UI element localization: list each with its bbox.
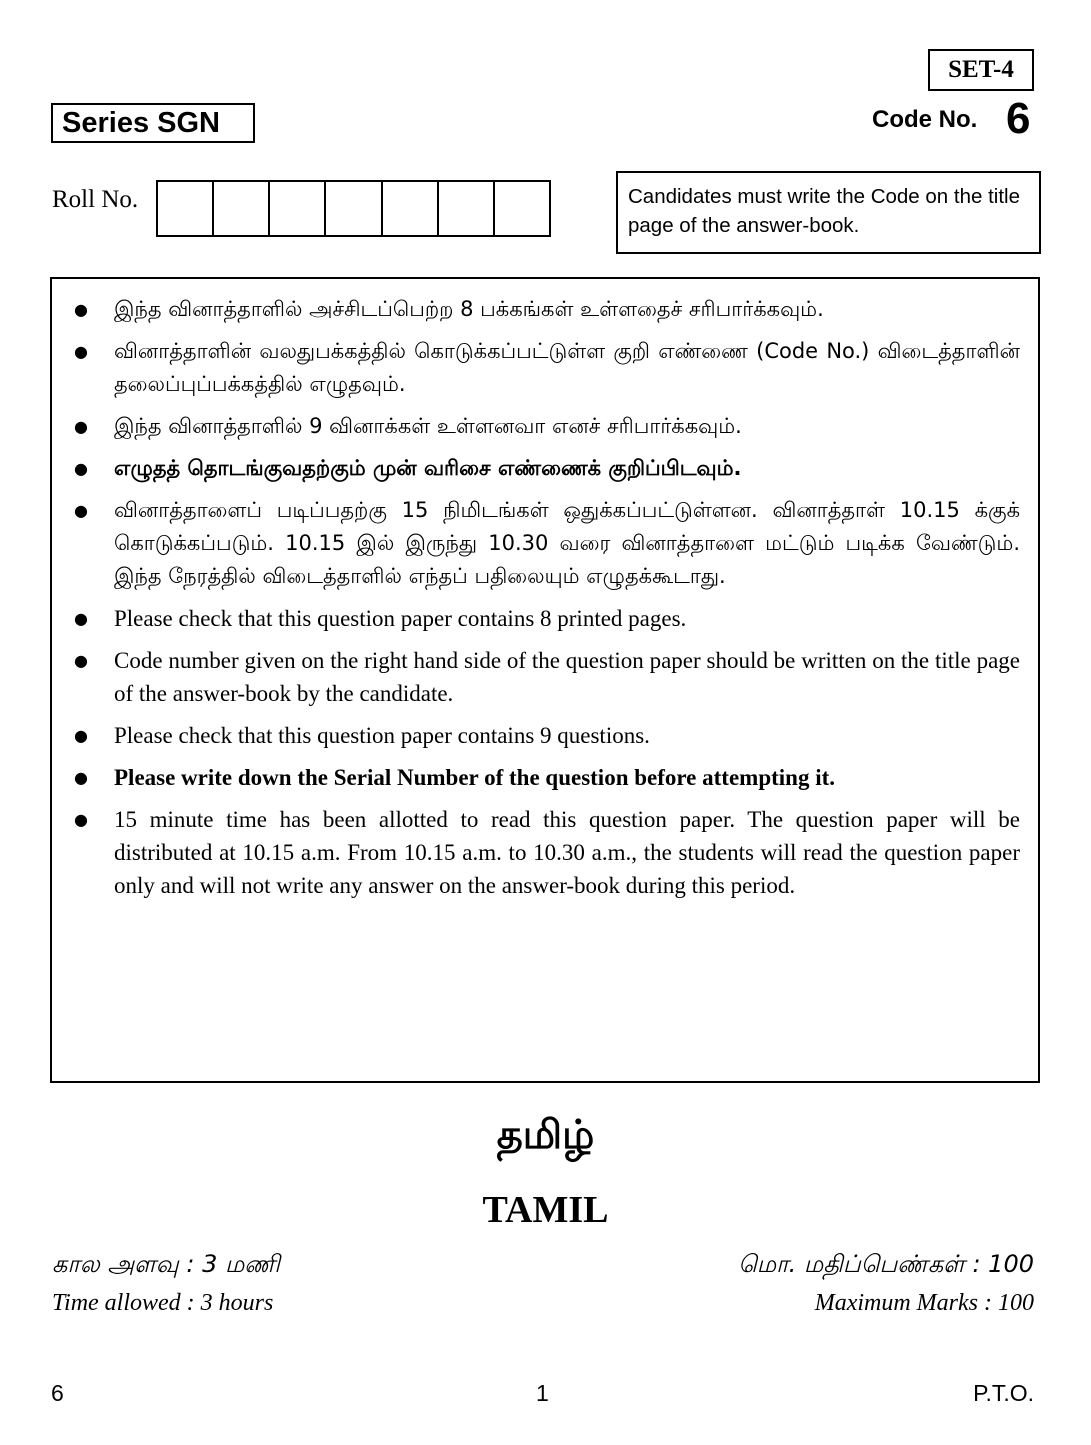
time-allowed-english: Time allowed : 3 hours [52,1290,274,1316]
instruction-text: வினாத்தாளின் வலதுபக்கத்தில் கொடுக்கப்பட்டுள்ள குறி எண்ணை (Code No.) விடைத்தாளின் தலைப்புப்பக்கத்தில் எழுதவும். [114,339,1020,396]
roll-number-cell [439,182,495,235]
roll-number-cell [383,182,439,235]
instructions-box [50,277,1040,1083]
roll-number-cell [270,182,326,235]
instruction-item [74,719,1020,752]
please-turn-over: P.T.O. [973,1380,1034,1406]
instruction-text: 15 minute time has been allotted to read this question paper. The question paper will be distributed at 10.15 a.m. From 10.15 a.m. to 10.30 a.m., the students will read the question paper only and will not write any answer on the answer-book during this period. [114,807,1020,898]
instruction-item [74,293,1020,326]
instruction-text: Please write down the Serial Number of the question before attempting it. [114,765,836,790]
subject-title-tamil: தமிழ் [496,1112,595,1158]
bullet-icon: ● [74,501,88,520]
roll-number-cell [495,182,549,235]
page-number: 1 [536,1380,549,1406]
roll-number-label: Roll No. [52,186,139,213]
series-label: Series SGN [51,103,255,143]
instruction-text: இந்த வினாத்தாளில் அச்சிடப்பெற்ற 8 பக்கங்கள் உள்ளதைச் சரிபார்க்கவும். [114,297,824,321]
instruction-text: Please check that this question paper contains 8 printed pages. [114,606,687,631]
roll-number-grid [156,180,551,237]
instruction-item [74,644,1020,710]
instruction-text: Code number given on the right hand side of the question paper should be written on the title page of the answer-book by the candidate. [114,648,1020,706]
bullet-icon: ● [74,300,88,319]
maximum-marks-english: Maximum Marks : 100 [814,1290,1034,1316]
instruction-text: இந்த வினாத்தாளில் 9 வினாக்கள் உள்ளனவா எனச் சரிபார்க்கவும். [114,414,742,438]
bullet-icon: ● [74,651,88,670]
bullet-icon: ● [74,609,88,628]
maximum-marks-tamil: மொ. மதிப்பெண்கள் : 100 [738,1250,1034,1278]
candidate-note: Candidates must write the Code on the title page of the answer-book. [616,171,1041,254]
instruction-item [74,494,1020,593]
instruction-item [74,803,1020,902]
english-instructions [74,602,1020,902]
code-value: 6 [1006,94,1031,143]
code-label: Code No. [872,106,978,133]
time-allowed-tamil: கால அளவு : 3 மணி [52,1250,280,1278]
instruction-item [74,452,1020,485]
subject-title-english: TAMIL [482,1189,609,1231]
instruction-item [74,761,1020,794]
bullet-icon: ● [74,417,88,436]
bullet-icon: ● [74,726,88,745]
bullet-icon: ● [74,459,88,478]
instruction-text: Please check that this question paper contains 9 questions. [114,723,650,748]
instruction-item [74,410,1020,443]
instruction-item [74,335,1020,401]
roll-number-cell [326,182,382,235]
set-label: SET-4 [928,49,1034,91]
footer-code: 6 [51,1380,64,1406]
tamil-instructions [74,293,1020,593]
instruction-text: வினாத்தாளைப் படிப்பதற்கு 15 நிமிடங்கள் ஒதுக்கப்பட்டுள்ளன. வினாத்தாள் 10.15 க்குக் கொடுக்கப்படும். 10.15 இல் இருந்து 10.30 வரை வினாத்தாளை மட்டும் படிக்க வேண்டும். இந்த நேரத்தில் விடைத்தாளில் எந்தப் பதிலையும் எழுதக்கூடாது. [114,498,1020,588]
roll-number-cell [158,182,214,235]
bullet-icon: ● [74,768,88,787]
bullet-icon: ● [74,810,88,829]
instruction-text: எழுதத் தொடங்குவதற்கும் முன் வரிசை எண்ணைக் குறிப்பிடவும். [114,456,742,480]
roll-number-cell [214,182,270,235]
bullet-icon: ● [74,342,88,361]
instruction-item [74,602,1020,635]
